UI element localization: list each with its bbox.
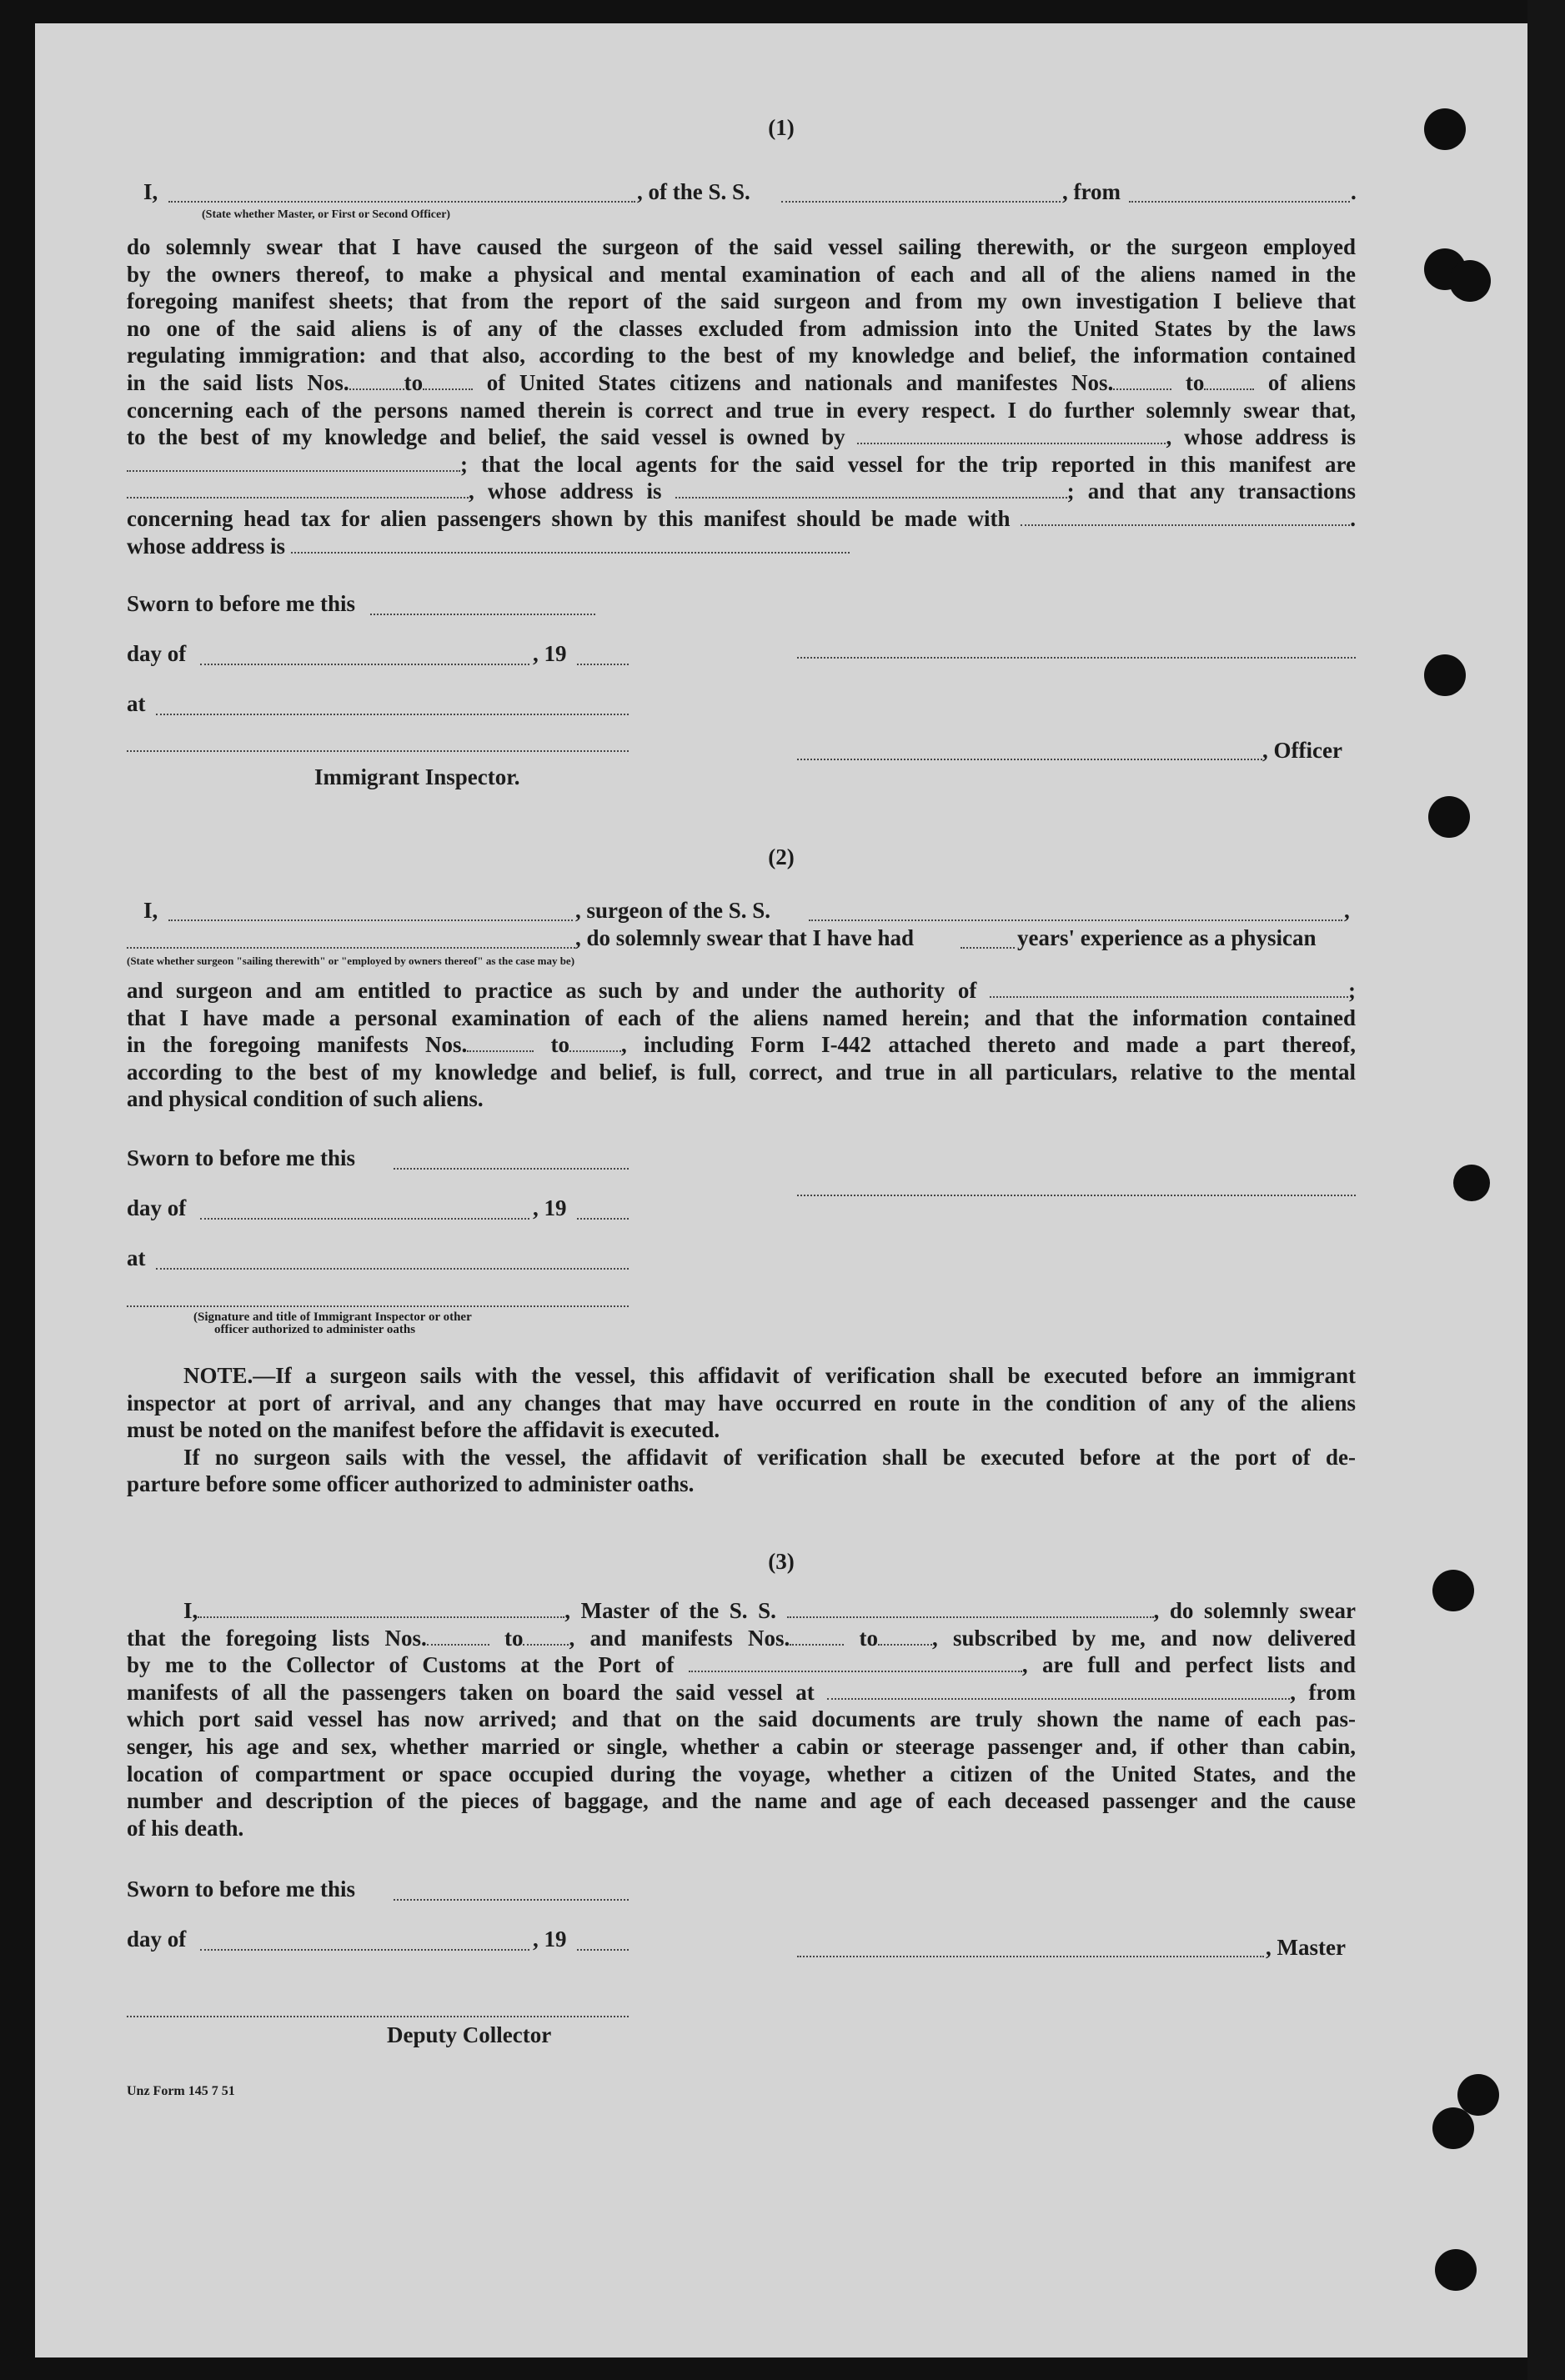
s1-at: at xyxy=(127,691,146,716)
s3-line: senger, his age and sex, whether married or single, whether a cabin or steerage passenger and, if other than cabin, xyxy=(127,1733,1356,1759)
s1-year: , 19 xyxy=(533,641,567,666)
s1-line-lists: in the said lists Nos. to of United States citizens and nationals and manifestes Nos. to of aliens xyxy=(127,369,1357,395)
s1-officer-title-line[interactable] xyxy=(797,759,1262,760)
s3-master: , Master xyxy=(1266,1935,1346,1960)
s2-surgeon-name-field[interactable] xyxy=(168,919,573,921)
s2-manifests-from-field[interactable] xyxy=(467,1049,534,1052)
s2-sig-note-1: (Signature and title of Immigrant Inspector or other xyxy=(193,1310,472,1324)
s2-line: and physical condition of such aliens. xyxy=(127,1086,484,1112)
s2-years: years' experience as a physican xyxy=(1017,925,1317,950)
s1-line: concerning each of the persons named therein is correct and true in every respect. I do further solemnly swear that, xyxy=(127,397,1356,423)
punch-hole xyxy=(1457,2074,1499,2116)
s3-line-port: by me to the Collector of Customs at the Port of , are full and perfect lists and xyxy=(127,1652,1357,1678)
s2-swear: , do solemnly swear that I have had xyxy=(575,925,915,950)
punch-hole xyxy=(1424,654,1466,696)
s1-owner-field[interactable] xyxy=(857,441,1166,444)
s1-i: I, xyxy=(143,179,158,204)
s1-line: regulating immigration: and that also, according to the best of my knowledge and belief, the information contained xyxy=(127,343,1356,368)
section-3-number: (3) xyxy=(768,1549,795,1574)
s1-owner-address-field[interactable] xyxy=(127,468,460,472)
s1-of-ss: , of the S. S. xyxy=(637,179,750,204)
s2-year: , 19 xyxy=(533,1195,567,1220)
s3-dayof: day of xyxy=(127,1927,187,1952)
s1-headtax-field[interactable] xyxy=(1021,523,1350,526)
punch-hole xyxy=(1449,260,1491,302)
punch-hole xyxy=(1424,108,1466,150)
scan-border xyxy=(1527,0,1565,2380)
s3-lists-to-field[interactable] xyxy=(523,1642,569,1646)
s1-manifests-from-field[interactable] xyxy=(1113,387,1171,390)
document-page xyxy=(35,23,1527,2357)
s3-line-master: I, , Master of the S. S. , do solemnly swear xyxy=(183,1598,1357,1623)
s3-port-field[interactable] xyxy=(689,1669,1022,1672)
s1-sworn-field[interactable] xyxy=(370,614,595,615)
s1-line: foregoing manifest sheets; that from the report of the said surgeon and from my own investigation I believe that xyxy=(127,288,1356,314)
s3-master-signature-line[interactable] xyxy=(797,1956,1264,1957)
s3-line-lists: that the foregoing lists Nos. to , and manifests Nos. to , subscribed by me, and now delivered xyxy=(127,1625,1357,1651)
s1-inspector: Immigrant Inspector. xyxy=(314,764,520,789)
s1-paragraph xyxy=(127,233,1356,559)
s2-line: according to the best of my knowledge and belief, is full, correct, and true in all particulars, relative to the mental xyxy=(127,1059,1356,1085)
s2-manifests-to-field[interactable] xyxy=(569,1049,621,1052)
s1-from: , from xyxy=(1062,179,1121,204)
s2-dayof: day of xyxy=(127,1195,187,1220)
punch-hole xyxy=(1453,1165,1490,1201)
s2-years-field[interactable] xyxy=(961,947,1015,949)
s3-line: which port said vessel has now arrived; and that on the said documents are truly shown the name of each pas- xyxy=(127,1706,1356,1732)
s1-officer: , Officer xyxy=(1262,738,1342,763)
s3-sworn: Sworn to before me this xyxy=(127,1876,355,1901)
s1-officer-signature-line[interactable] xyxy=(797,657,1356,659)
s2-sig-note-2: officer authorized to administer oaths xyxy=(214,1323,416,1336)
s2-note-line: If no surgeon sails with the vessel, the affidavit of verification shall be executed before at the port of de- xyxy=(183,1444,1356,1470)
s3-collector: Deputy Collector xyxy=(387,2022,552,2047)
s2-note-line: NOTE.—If a surgeon sails with the vessel, this affidavit of verification shall be executed before an immigrant xyxy=(183,1363,1356,1388)
s1-dayof: day of xyxy=(127,641,187,666)
s2-sworn: Sworn to before me this xyxy=(127,1145,355,1170)
s3-sworn-field[interactable] xyxy=(394,1899,629,1901)
s1-line: do solemnly swear that I have caused the surgeon of the said vessel sailing therewith, or the surgeon employed xyxy=(127,234,1356,259)
s1-end: . xyxy=(1351,179,1357,204)
s3-master-name-field[interactable] xyxy=(198,1615,564,1618)
punch-hole xyxy=(1432,1570,1474,1611)
s3-year: , 19 xyxy=(533,1927,567,1952)
s1-headtax-address-field[interactable] xyxy=(291,550,850,554)
s1-line-headtax-address: whose address is xyxy=(127,533,1356,560)
s1-from-field[interactable] xyxy=(1129,201,1350,203)
s1-agents-field[interactable] xyxy=(127,495,469,499)
s2-year-field[interactable] xyxy=(577,1218,629,1220)
s1-year-field[interactable] xyxy=(577,664,629,665)
s2-note-line: inspector at port of arrival, and any changes that may have occurred en route in the condition of any of the aliens xyxy=(127,1390,1356,1415)
s1-line: no one of the said aliens is of any of the classes excluded from admission into the United States by the laws xyxy=(127,315,1356,341)
s2-inspector-signature-line[interactable] xyxy=(127,1305,629,1307)
punch-hole xyxy=(1435,2249,1477,2291)
s2-i: I, xyxy=(143,898,158,923)
s2-note-line: must be noted on the manifest before the affidavit is executed. xyxy=(127,1417,720,1443)
s3-line-boarded: manifests of all the passengers taken on board the said vessel at , from xyxy=(127,1679,1357,1705)
s2-surgeon-of: , surgeon of the S. S. xyxy=(575,898,771,923)
s1-vessel-field[interactable] xyxy=(781,201,1061,203)
punch-hole xyxy=(1432,2107,1474,2149)
s1-lists-to-field[interactable] xyxy=(423,387,473,390)
s3-vessel-field[interactable] xyxy=(787,1615,1154,1618)
s2-line-manifests: in the foregoing manifests Nos. to , including Form I-442 attached thereto and made a part thereof, xyxy=(127,1032,1357,1058)
s3-year-field[interactable] xyxy=(577,1949,629,1951)
s2-sailing-field[interactable] xyxy=(127,947,575,949)
s2-at: at xyxy=(127,1245,146,1270)
form-number: Unz Form 145 7 51 xyxy=(127,2084,235,2098)
s1-sworn: Sworn to before me this xyxy=(127,591,355,616)
section-1-number: (1) xyxy=(768,115,795,140)
s2-line: that I have made a personal examination of each of the aliens named herein; and that the information contained xyxy=(127,1005,1356,1030)
s1-at-field[interactable] xyxy=(156,714,629,715)
s2-note xyxy=(127,1362,1356,1498)
s2-vessel-field[interactable] xyxy=(809,919,1342,921)
s2-line-authority: and surgeon and am entitled to practice as such by and under the authority of ; xyxy=(127,978,1357,1003)
s2-note-line: parture before some officer authorized to administer oaths. xyxy=(127,1471,695,1497)
s1-line-address: ; that the local agents for the said vessel for the trip reported in this manifest are xyxy=(127,451,1356,479)
s1-manifests-to-field[interactable] xyxy=(1204,387,1254,390)
s1-dayof-field[interactable] xyxy=(200,664,529,665)
s2-sworn-field[interactable] xyxy=(394,1168,629,1170)
s2-surgeon-signature-line[interactable] xyxy=(797,1195,1356,1196)
s1-line-owner: to the best of my knowledge and belief, the said vessel is owned by , whose address is xyxy=(127,424,1357,450)
s3-paragraph xyxy=(127,1597,1356,1841)
s2-sailing-note: (State whether surgeon "sailing therewith" or "employed by owners thereof" as the case may be) xyxy=(127,955,575,967)
s3-manifests-to-field[interactable] xyxy=(878,1642,932,1646)
punch-hole xyxy=(1428,796,1470,838)
s3-boarded-field[interactable] xyxy=(827,1696,1290,1700)
s3-dayof-field[interactable] xyxy=(200,1949,529,1951)
s2-dayof-field[interactable] xyxy=(200,1218,529,1220)
s1-line: by the owners thereof, to make a physical and mental examination of each and all of the aliens named in the xyxy=(127,261,1356,287)
s3-lists-from-field[interactable] xyxy=(427,1642,489,1646)
s3-line: number and description of the pieces of baggage, and the name and age of each deceased passenger and the cause xyxy=(127,1788,1356,1814)
s1-officer-name-field[interactable] xyxy=(168,201,635,203)
s1-agents-address-field[interactable] xyxy=(675,495,1067,499)
s1-line-agents: , whose address is ; and that any transactions xyxy=(127,478,1356,505)
section-2-number: (2) xyxy=(768,844,795,869)
s2-authority-field[interactable] xyxy=(990,995,1348,998)
s3-manifests-from-field[interactable] xyxy=(790,1642,844,1646)
s3-line: location of compartment or space occupied during the voyage, whether a citizen of the United States, and the xyxy=(127,1761,1356,1786)
s2-comma: , xyxy=(1344,898,1350,923)
s2-paragraph xyxy=(127,977,1356,1113)
s1-lists-from-field[interactable] xyxy=(349,387,404,390)
s3-line: of his death. xyxy=(127,1815,244,1841)
s1-officer-note: (State whether Master, or First or Second Officer) xyxy=(202,208,451,221)
s3-collector-signature-line[interactable] xyxy=(127,2016,629,2017)
s1-inspector-signature-line[interactable] xyxy=(127,750,629,752)
s1-line-headtax: concerning head tax for alien passengers shown by this manifest should be made with . xyxy=(127,505,1356,531)
s2-at-field[interactable] xyxy=(156,1268,629,1270)
